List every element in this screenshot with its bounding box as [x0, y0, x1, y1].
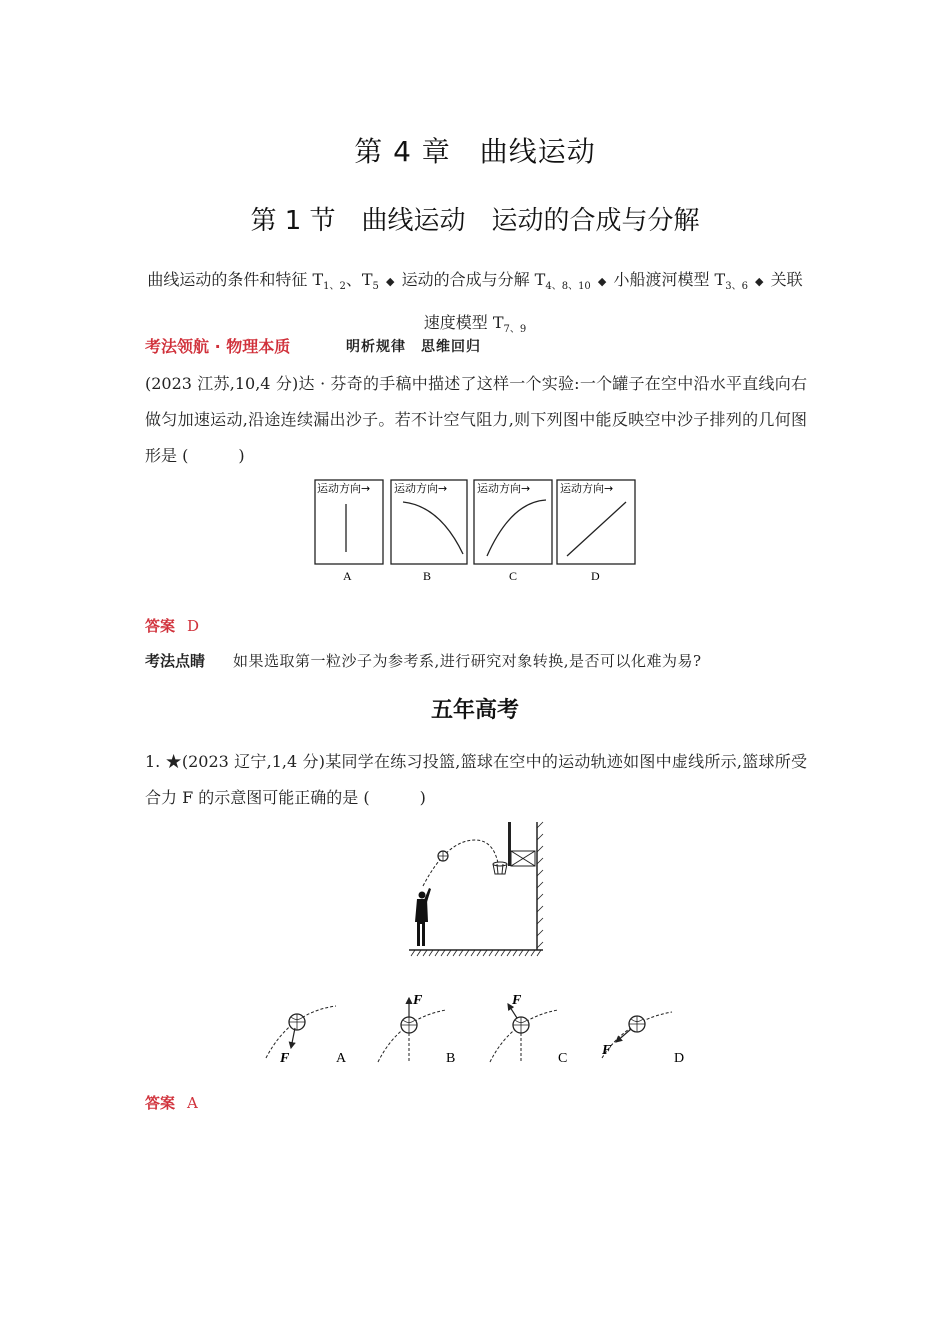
- option-b-label: B: [423, 569, 432, 583]
- diamond-icon: ◆: [755, 275, 764, 288]
- diamond-icon: ◆: [597, 275, 607, 288]
- guide-subheading: 明析规律 思维回归: [346, 339, 481, 355]
- section-title: 第 1 节 曲线运动 运动的合成与分解: [250, 206, 700, 236]
- force-label: F: [602, 1043, 612, 1058]
- intro-question-text: (2023 江苏,10,4 分)达 · 芬奇的手稿中描述了这样一个实验:一个罐子在空中沿水平直线向右做匀加速运动,沿途连续漏出沙子。若不计空气阻力,则下列图中能反映空中沙子排列的几何图形是: [145, 374, 807, 465]
- answer-paren: ( ): [363, 788, 432, 807]
- answer-label: 答案: [145, 617, 176, 635]
- force-label: F: [280, 1051, 290, 1066]
- answer-value: A: [187, 1094, 198, 1112]
- force-label: F: [512, 993, 522, 1008]
- option-c-label: C: [558, 1051, 568, 1066]
- hoop-net: [493, 862, 507, 874]
- intro-question: [145, 366, 807, 474]
- topic-1: 曲线运动的条件和特征 $T_{1、2}$、$T_5$: [147, 270, 379, 293]
- option-d-label: D: [674, 1051, 685, 1066]
- question-1-text: 1. ★(2023 辽宁,1,4 分)某同学在练习投篮,篮球在空中的运动轨迹如图中虚线所示,篮球所受合力 F 的示意图可能正确的是: [145, 752, 807, 807]
- option-a-diagram: [266, 1006, 347, 1066]
- guide-heading: 考法领航 · 物理本质: [145, 337, 291, 356]
- answer-value: D: [187, 617, 200, 635]
- topic-4: 关联速度模型 $T_{7、9}$: [423, 270, 803, 336]
- option-d-label: D: [591, 569, 600, 583]
- option-c-label: C: [509, 569, 518, 583]
- answer-paren: ( ): [182, 446, 251, 465]
- wall-hatch: [537, 822, 543, 948]
- basketball-scene: [405, 818, 555, 960]
- intro-answer: [145, 615, 199, 636]
- option-a-label: A: [343, 569, 352, 583]
- answer-label: 答案: [145, 1094, 176, 1112]
- hoop-support: [511, 851, 535, 866]
- panel-b-header: 运动方向→: [394, 482, 448, 495]
- option-a-label: A: [336, 1051, 347, 1066]
- sand-trajectory-figure: [305, 476, 645, 588]
- force-options-figure: [260, 990, 700, 1070]
- option-d-diagram: [601, 1012, 684, 1066]
- panel-d-header: 运动方向→: [560, 482, 614, 495]
- option-b-diagram: [378, 993, 455, 1066]
- question-1: [145, 744, 807, 816]
- ball-trajectory: [423, 840, 498, 886]
- ground-hatch: [411, 950, 541, 956]
- diamond-icon: ◆: [386, 275, 395, 288]
- question-1-answer: [145, 1092, 198, 1113]
- tip-text: 如果选取第一粒沙子为参考系,进行研究对象转换,是否可以化难为易?: [233, 652, 702, 670]
- basketball: [438, 851, 448, 861]
- option-c-diagram: [490, 993, 567, 1066]
- topic-2: 运动的合成与分解 $T_{4、8、10}$: [401, 270, 591, 293]
- option-b-label: B: [446, 1051, 456, 1066]
- chapter-title: 第 4 章 曲线运动: [354, 135, 596, 168]
- tip-label: 考法点睛: [145, 652, 206, 670]
- panel-c-header: 运动方向→: [477, 482, 531, 495]
- player-silhouette: [415, 888, 431, 946]
- panel-a-header: 运动方向→: [317, 482, 371, 495]
- five-year-heading: 五年高考: [430, 698, 519, 723]
- force-label: F: [413, 993, 423, 1008]
- topic-3: 小船渡河模型 $T_{3、6}$: [613, 270, 748, 293]
